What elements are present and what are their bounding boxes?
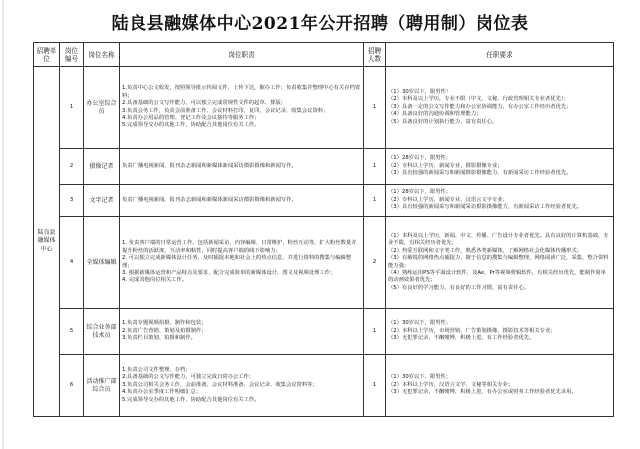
table-row: [34, 309, 614, 355]
duty-line: 3.负责公司相关会务工作，会前准备、会议材料准备、会议记录、收集会议资料等；: [122, 381, 318, 388]
position-code: 1: [60, 67, 84, 149]
position-code: 4: [60, 217, 84, 309]
position-duties: [120, 149, 364, 185]
requirement-line: （2）热爱互联网和文字类工作，熟悉各类新媒体，了解网络社会化媒体传播形式；: [388, 247, 583, 254]
requirement-line: （1）30岁以下，限男性；: [388, 320, 452, 327]
duty-line: 5.完成领导交办的其他工作，协助配合其他岗位有关工作。: [122, 122, 260, 129]
requirement-line: （3）具有较强的新闻采写和新闻采访摄影摄像能力，有新闻采访工作经验者优先。: [388, 204, 583, 211]
requirement-line: （4）熟练运用PS等平面设计软件，及Ae、Pr等视频剪辑软件，有相关经历优先，能制作简单的动画效果者优先；: [388, 269, 606, 284]
requirement-line: （2）本科以上学历，汉语言文学、文秘等相关专业；: [388, 381, 514, 388]
scan-edge-shadow: [2, 0, 4, 449]
requirement-line: （2）专科以上学历，新闻专业、摄影摄像专业；: [388, 162, 503, 169]
duty-line: 1.负责公司文件整理、存档；: [122, 366, 191, 373]
position-code: 2: [60, 149, 84, 185]
hire-count: 1: [364, 355, 386, 417]
position-code: 6: [60, 355, 84, 417]
position-duties: [120, 67, 364, 149]
requirement-line: （3）具备一定的公文写作能力和办公室协调能力，有办公室工作经历者优先；: [388, 103, 572, 110]
requirement-line: （2）本科及以上学历，专业不限（中文、文秘、行政管理相关专业者优先）；: [388, 96, 569, 103]
position-code: 5: [60, 309, 84, 355]
duty-line: 3.负责会务工作，负责会前准备工作、会议材料打印、复印，会议记录，收集会议资料；: [122, 107, 329, 114]
table-row: [34, 217, 614, 309]
header-row: [34, 43, 614, 67]
position-requirements: [386, 67, 614, 149]
header-requirements: 任职要求: [386, 43, 614, 67]
position-name: 文字记者: [84, 185, 120, 217]
position-duties: [120, 355, 364, 417]
header-code: 岗位编号: [60, 43, 84, 67]
duty-line: 负责广播电视新闻、报刊杂志新闻和新媒体新闻采访摄影摄像和新闻写作。: [122, 196, 297, 203]
table-row: [34, 149, 614, 185]
header-duties: 岗位职责: [120, 43, 364, 67]
position-name: 活动推广部综合员: [84, 355, 120, 417]
page-title: 陆良县融媒体中心2021年公开招聘（聘用制）岗位表: [111, 14, 529, 34]
requirement-line: （1）30岁以下，限男性；: [388, 374, 452, 381]
header-unit: 招聘单位: [34, 43, 60, 67]
position-requirements: [386, 309, 614, 355]
duty-line: 4. 完成其他岗位相关工作。: [122, 277, 188, 284]
hire-count: 1: [364, 185, 386, 217]
hire-count: 2: [364, 217, 386, 309]
position-name: 摄像记者: [84, 149, 120, 185]
position-requirements: [386, 149, 614, 185]
requirement-line: （2）专科以上学历，新闻专业、汉语言文字专业；: [388, 196, 508, 203]
header-name: 岗位名称: [84, 43, 120, 67]
table-row: [34, 185, 614, 217]
header-count: 招聘人数: [364, 43, 386, 67]
duty-line: 2.具备基础的公文写作能力，可独立完成日常办公工作；: [122, 374, 255, 381]
requirement-line: （3）具有较强的新闻采写和新闻摄影摄像能力，有新闻采访工作经验者优先。: [388, 170, 572, 177]
unit-name-cell: 陆良县融媒体中心: [34, 67, 60, 417]
table-row: [34, 355, 614, 417]
duty-line: 4.负责办公室季度工作明细汇总；: [122, 389, 202, 396]
positions-table: [33, 42, 614, 417]
duty-line: 5.完成领导交办的其他工作，协助配合其他岗位有关工作。: [122, 396, 260, 403]
duty-line: 2. 可以独立完成新媒体设计任务，及时捕捉本地和社会上的热点信息，并进行资料的搜集与编辑整理；: [122, 255, 352, 269]
requirement-line: （3）无犯罪记录，不酗赌博，积极上进，有工作经验者优先。: [388, 335, 535, 342]
position-requirements: [386, 185, 614, 217]
requirement-line: （1）28岁以下，限男性；: [388, 155, 452, 162]
position-duties: [120, 185, 364, 217]
duty-line: 1.负责中心公文收发，按照领导批示传阅文件，上传下达，催办工作；负责收集并整理中心有关存档资料；: [122, 85, 361, 99]
position-requirements: [386, 355, 614, 417]
hire-count: 1: [364, 149, 386, 185]
hire-count: 1: [364, 309, 386, 355]
requirement-line: （1）本科及以上学历，新闻、中文、传播、广告设计专业者优先。具有良好的计算机基础，专业不限，有相关经历者优先；: [388, 232, 609, 247]
requirement-line: （5）有良好的学习能力，有良好的工作习惯，富有责任心。: [388, 284, 530, 291]
position-duties: [120, 217, 364, 309]
duty-line: 2.具备基础的公文写作能力，可以独立完成常规性文件的起草、排版；: [122, 100, 286, 107]
duty-line: 3. 根据新媒体运营和产品特点及要求，配合完成简单的新媒体设计，图文及视频处理工作；: [122, 269, 336, 276]
requirement-line: （1）30岁以下，限男性！: [388, 88, 452, 95]
duty-line: 负责广播电视新闻、报刊杂志新闻和新媒体新闻采访摄影摄像和新闻写作。: [122, 162, 297, 169]
duty-line: 1.负责专题视频拍摄、制作和包装；: [122, 320, 207, 327]
requirement-line: （5）具备良好的计划执行能力，富有责任心。: [388, 118, 498, 125]
duty-line: 1. 负责客户端的日常运营工作，包括新闻采访、内容编辑、日常维护、粉丝互动等，扩大粉丝数量并提升粉丝的活跃度、互动率和粘性，同时提高客户端的线下影响力；: [122, 240, 357, 254]
position-name: 综合业务部技术员: [84, 309, 120, 355]
requirement-line: （4）具备良好的沟通协调和管理能力；: [388, 111, 482, 118]
position-name: 办公室综合员: [84, 67, 120, 149]
position-duties: [120, 309, 364, 355]
requirement-line: （2）本科以上学历，市场营销、广告策划摄像、摄影技术等相关专业；: [388, 327, 556, 334]
table-row: [34, 67, 614, 149]
requirement-line: （1）28岁以下，限男性；: [388, 189, 452, 196]
position-code: 3: [60, 185, 84, 217]
position-requirements: [386, 217, 614, 309]
duty-line: 4.负责办公用品的管理、登记工作及会议接待等服务工作；: [122, 114, 260, 121]
position-name: 全媒体编辑: [84, 217, 120, 309]
requirement-line: （3）有敏锐的网络热点捕捉力，擅于信息的搜集与编辑整理，网络阅读广泛，采集、整合资料能力强；: [388, 255, 609, 269]
requirement-line: （3）无犯罪记录，不酗赌博，积极上进，有办公室或财务工作经验者优先录用。: [388, 389, 577, 396]
duty-line: 2.负责广告营销、策划及拍摄制作；: [122, 327, 207, 334]
hire-count: 1: [364, 67, 386, 149]
duty-line: 3.负责栏目策划、拍摄和制作。: [122, 335, 196, 342]
